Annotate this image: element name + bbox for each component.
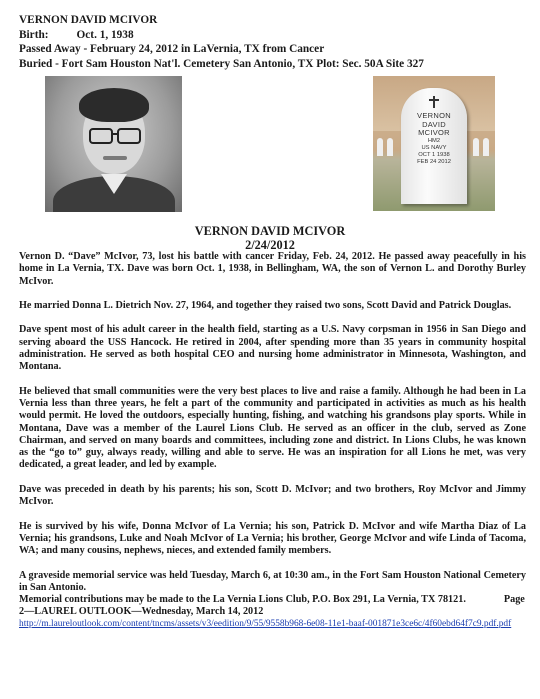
headstone-died: FEB 24 2012 — [417, 159, 451, 166]
memorial-line — [19, 594, 526, 619]
paragraph-6: He is survived by his wife, Donna McIvor of La Vernia; his son, Patrick D. McIvor and wife Martha Diaz of La Vernia; his grandsons, Luke and Noah McIvor of La Vernia; his brother, George McIvor and wife Linda of Tacoma, WA; and many cousins, nephews, nieces, and extended family members. — [19, 520, 526, 557]
headstone-name1: VERNON — [417, 111, 451, 120]
paragraph-4: He believed that small communities were the very best places to live and raise a family. Although he had been in La Vernia less than three years, he felt a part of the community and participated in activities as much as his health would permit. He loved the outdoors, especially hunting, fishing, and watching his grandsons play sports. While in Montana, Dave was a member of the Laurel Lions Club. He served as an officer in the club, served as Zone Chairman, and served on many boards and committees, including zone and district. In Lions Clubs, he was known as the “go to” guy, always ready, willing and able to serve. He was an inspiration for all Lions he met, was very dedicated, a great leader, and led by example. — [19, 385, 526, 471]
headstone-name3: MCIVOR — [418, 128, 450, 137]
header-passed: Passed Away - February 24, 2012 in LaVernia, TX from Cancer — [19, 43, 325, 56]
obituary-title: VERNON DAVID MCIVOR — [194, 224, 346, 238]
paragraph-2: He married Donna L. Dietrich Nov. 27, 1964, and together they raised two sons, Scott David and Patrick Douglas. — [19, 299, 512, 311]
headstone-branch: US NAVY — [421, 144, 447, 151]
birth-label: Birth: — [19, 28, 49, 41]
source-link[interactable]: http://m.laurelоutlook.com/content/tncms/assets/v3/eedition/9/55/9558b968-6e08-11e1-baaf-001871e3ce6c/4f60ebd64f7c9.pdf.pdf — [19, 618, 512, 629]
header-buried: Buried - Fort Sam Houston Nat'l. Cemetery San Antonio, TX Plot: Sec. 50A Site 327 — [19, 57, 424, 70]
headstone — [401, 88, 467, 204]
header-birth — [19, 28, 529, 43]
headstone-rank: HM2 — [427, 137, 441, 144]
headstone-born: OCT 1 1938 — [418, 151, 450, 158]
memorial-text: Memorial contributions may be made to the La Vernia Lions Club, P.O. Box 291, La Vernia, TX 78121. — [19, 594, 466, 606]
header-name: VERNON DAVID MCIVOR — [19, 14, 158, 26]
headstone-photo — [373, 76, 495, 211]
obituary-date: 2/24/2012 — [245, 238, 295, 252]
paragraph-7: A graveside memorial service was held Tuesday, March 6, at 10:30 am., in the Fort Sam Houston National Cemetery in San Antonio. — [19, 569, 526, 593]
cross-icon — [429, 96, 439, 108]
paragraph-3: Dave spent most of his adult career in the health field, starting as a U.S. Navy corpsman in 1956 in San Diego and serving aboard the USS Hancock. He retired in 2004, after spending more than 35 years in community hospital administration. He served as both hospital CEO and nursing home administrator in Minnesota, Washington, and Montana. — [19, 324, 526, 373]
paragraph-1: Vernon D. “Dave” McIvor, 73, lost his battle with cancer Friday, Feb. 24, 2012. He passed away peacefully in his home in La Vernia, TX. Dave was born Oct. 1, 1938, in Bellingham, WA, the son of Vernon L. and Dorothy Burley McIvor. — [19, 251, 526, 287]
birth-date: Oct. 1, 1938 — [76, 28, 134, 41]
obituary-body — [19, 251, 526, 630]
paragraph-5: Dave was preceded in death by his parents; his son, Scott D. McIvor; and two brothers, Roy McIvor and Jimmy McIvor. — [19, 483, 526, 508]
header-block — [19, 13, 529, 71]
headstone-name2: DAVID — [422, 119, 446, 129]
portrait-photo — [45, 76, 182, 212]
source-text: Page 2—LAUREL OUTLOOK—Wednesday, March 14, 2012 — [19, 594, 525, 618]
